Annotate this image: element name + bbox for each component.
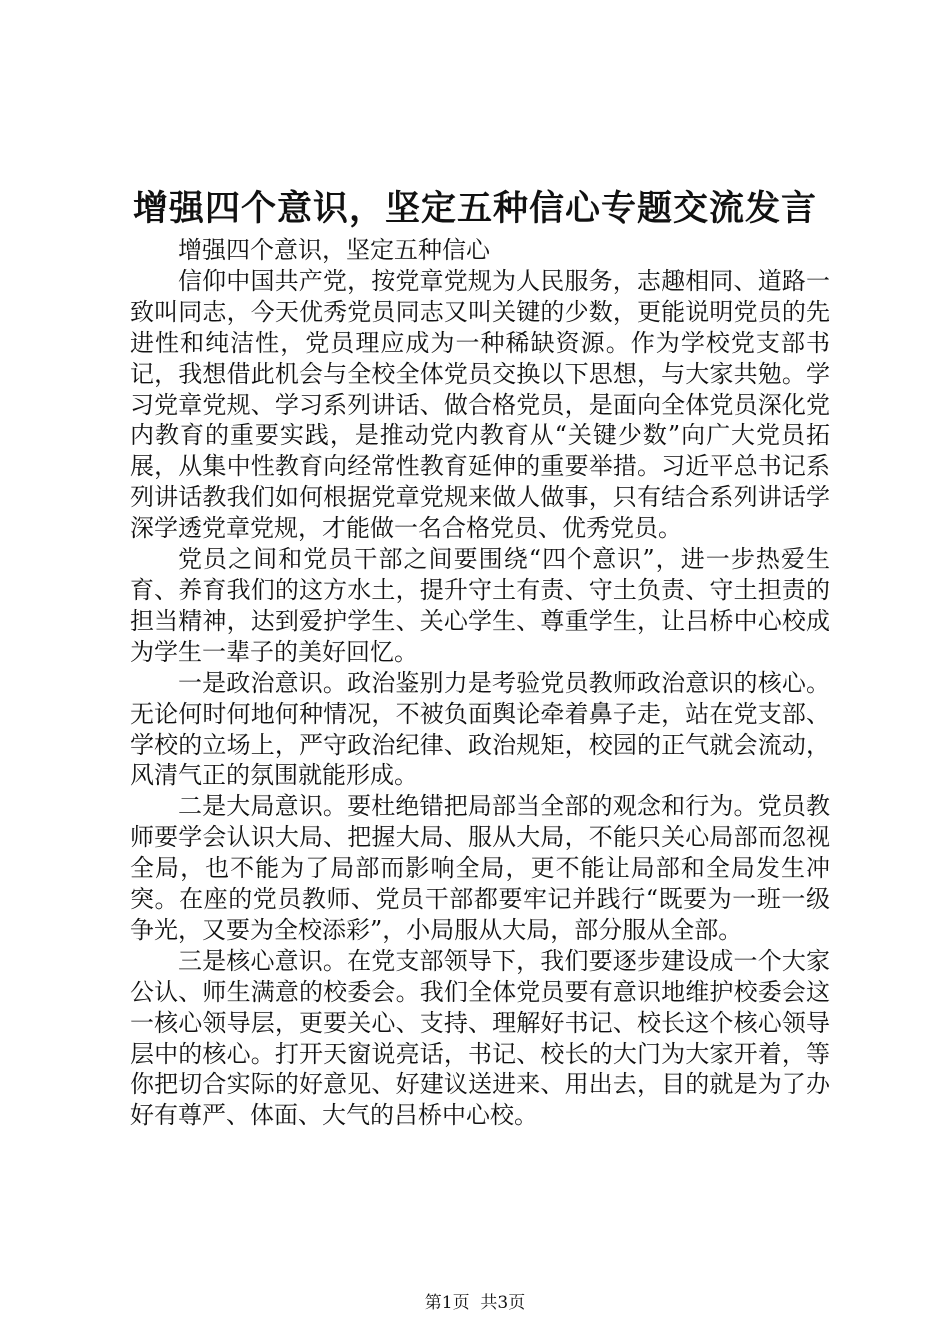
- paragraph-subtitle: 增强四个意识，坚定五种信心: [178, 236, 490, 264]
- page-footer: [0, 1292, 950, 1314]
- document-body: [130, 235, 830, 1131]
- page-total: 共3页: [480, 1293, 526, 1313]
- paragraph-political-awareness: 一是政治意识。政治鉴别力是考验党员教师政治意识的核心。无论何时何地何种情况，不被负面舆论牵着鼻子走，站在党支部、学校的立场上，严守政治纪律、政治规矩，校园的正气就会流动，风清气正的氛围就能形成。: [130, 668, 830, 790]
- page-number: 第1页: [424, 1293, 470, 1313]
- paragraph: 信仰中国共产党，按党章党规为人民服务，志趣相同、道路一致叫同志，今天优秀党员同志又叫关键的少数，更能说明党员的先进性和纯洁性，党员理应成为一种稀缺资源。作为学校党支部书记，我想借此机会与全校全体党员交换以下思想，与大家共勉。学习党章党规、学习系列讲话、做合格党员，是面向全体党员深化党内教育的重要实践，是推动党内教育从“关键少数”向广大党员拓展，从集中性教育向经常性教育延伸的重要举措。习近平总书记系列讲话教我们如何根据党章党规来做人做事，只有结合系列讲话学深学透党章党规，才能做一名合格党员、优秀党员。: [130, 266, 830, 543]
- document-title: 增强四个意识，坚定五种信心专题交流发言: [132, 188, 817, 229]
- paragraph: 党员之间和党员干部之间要围绕“四个意识”，进一步热爱生育、养育我们的这方水土，提升守土有责、守土负责、守土担责的担当精神，达到爱护学生、关心学生、尊重学生，让吕桥中心校成为学生一辈子的美好回忆。: [130, 545, 830, 666]
- paragraph-core-awareness: 三是核心意识。在党支部领导下，我们要逐步建设成一个大家公认、师生满意的校委会。我们全体党员要有意识地维护校委会这一核心领导层，更要关心、支持、理解好书记、校长这个核心领导层中的核心。打开天窗说亮话，书记、校长的大门为大家开着，等你把切合实际的好意见、好建议送进来、用出去，目的就是为了办好有尊严、体面、大气的吕桥中心校。: [130, 946, 830, 1130]
- paragraph-overall-awareness: 二是大局意识。要杜绝错把局部当全部的观念和行为。党员教师要学会认识大局、把握大局、服从大局，不能只关心局部而忽视全局，也不能为了局部而影响全局，更不能让局部和全局发生冲突。在座的党员教师、党员干部都要牢记并践行“既要为一班一级争光，又要为全校添彩”，小局服从大局，部分服从全部。: [130, 792, 830, 944]
